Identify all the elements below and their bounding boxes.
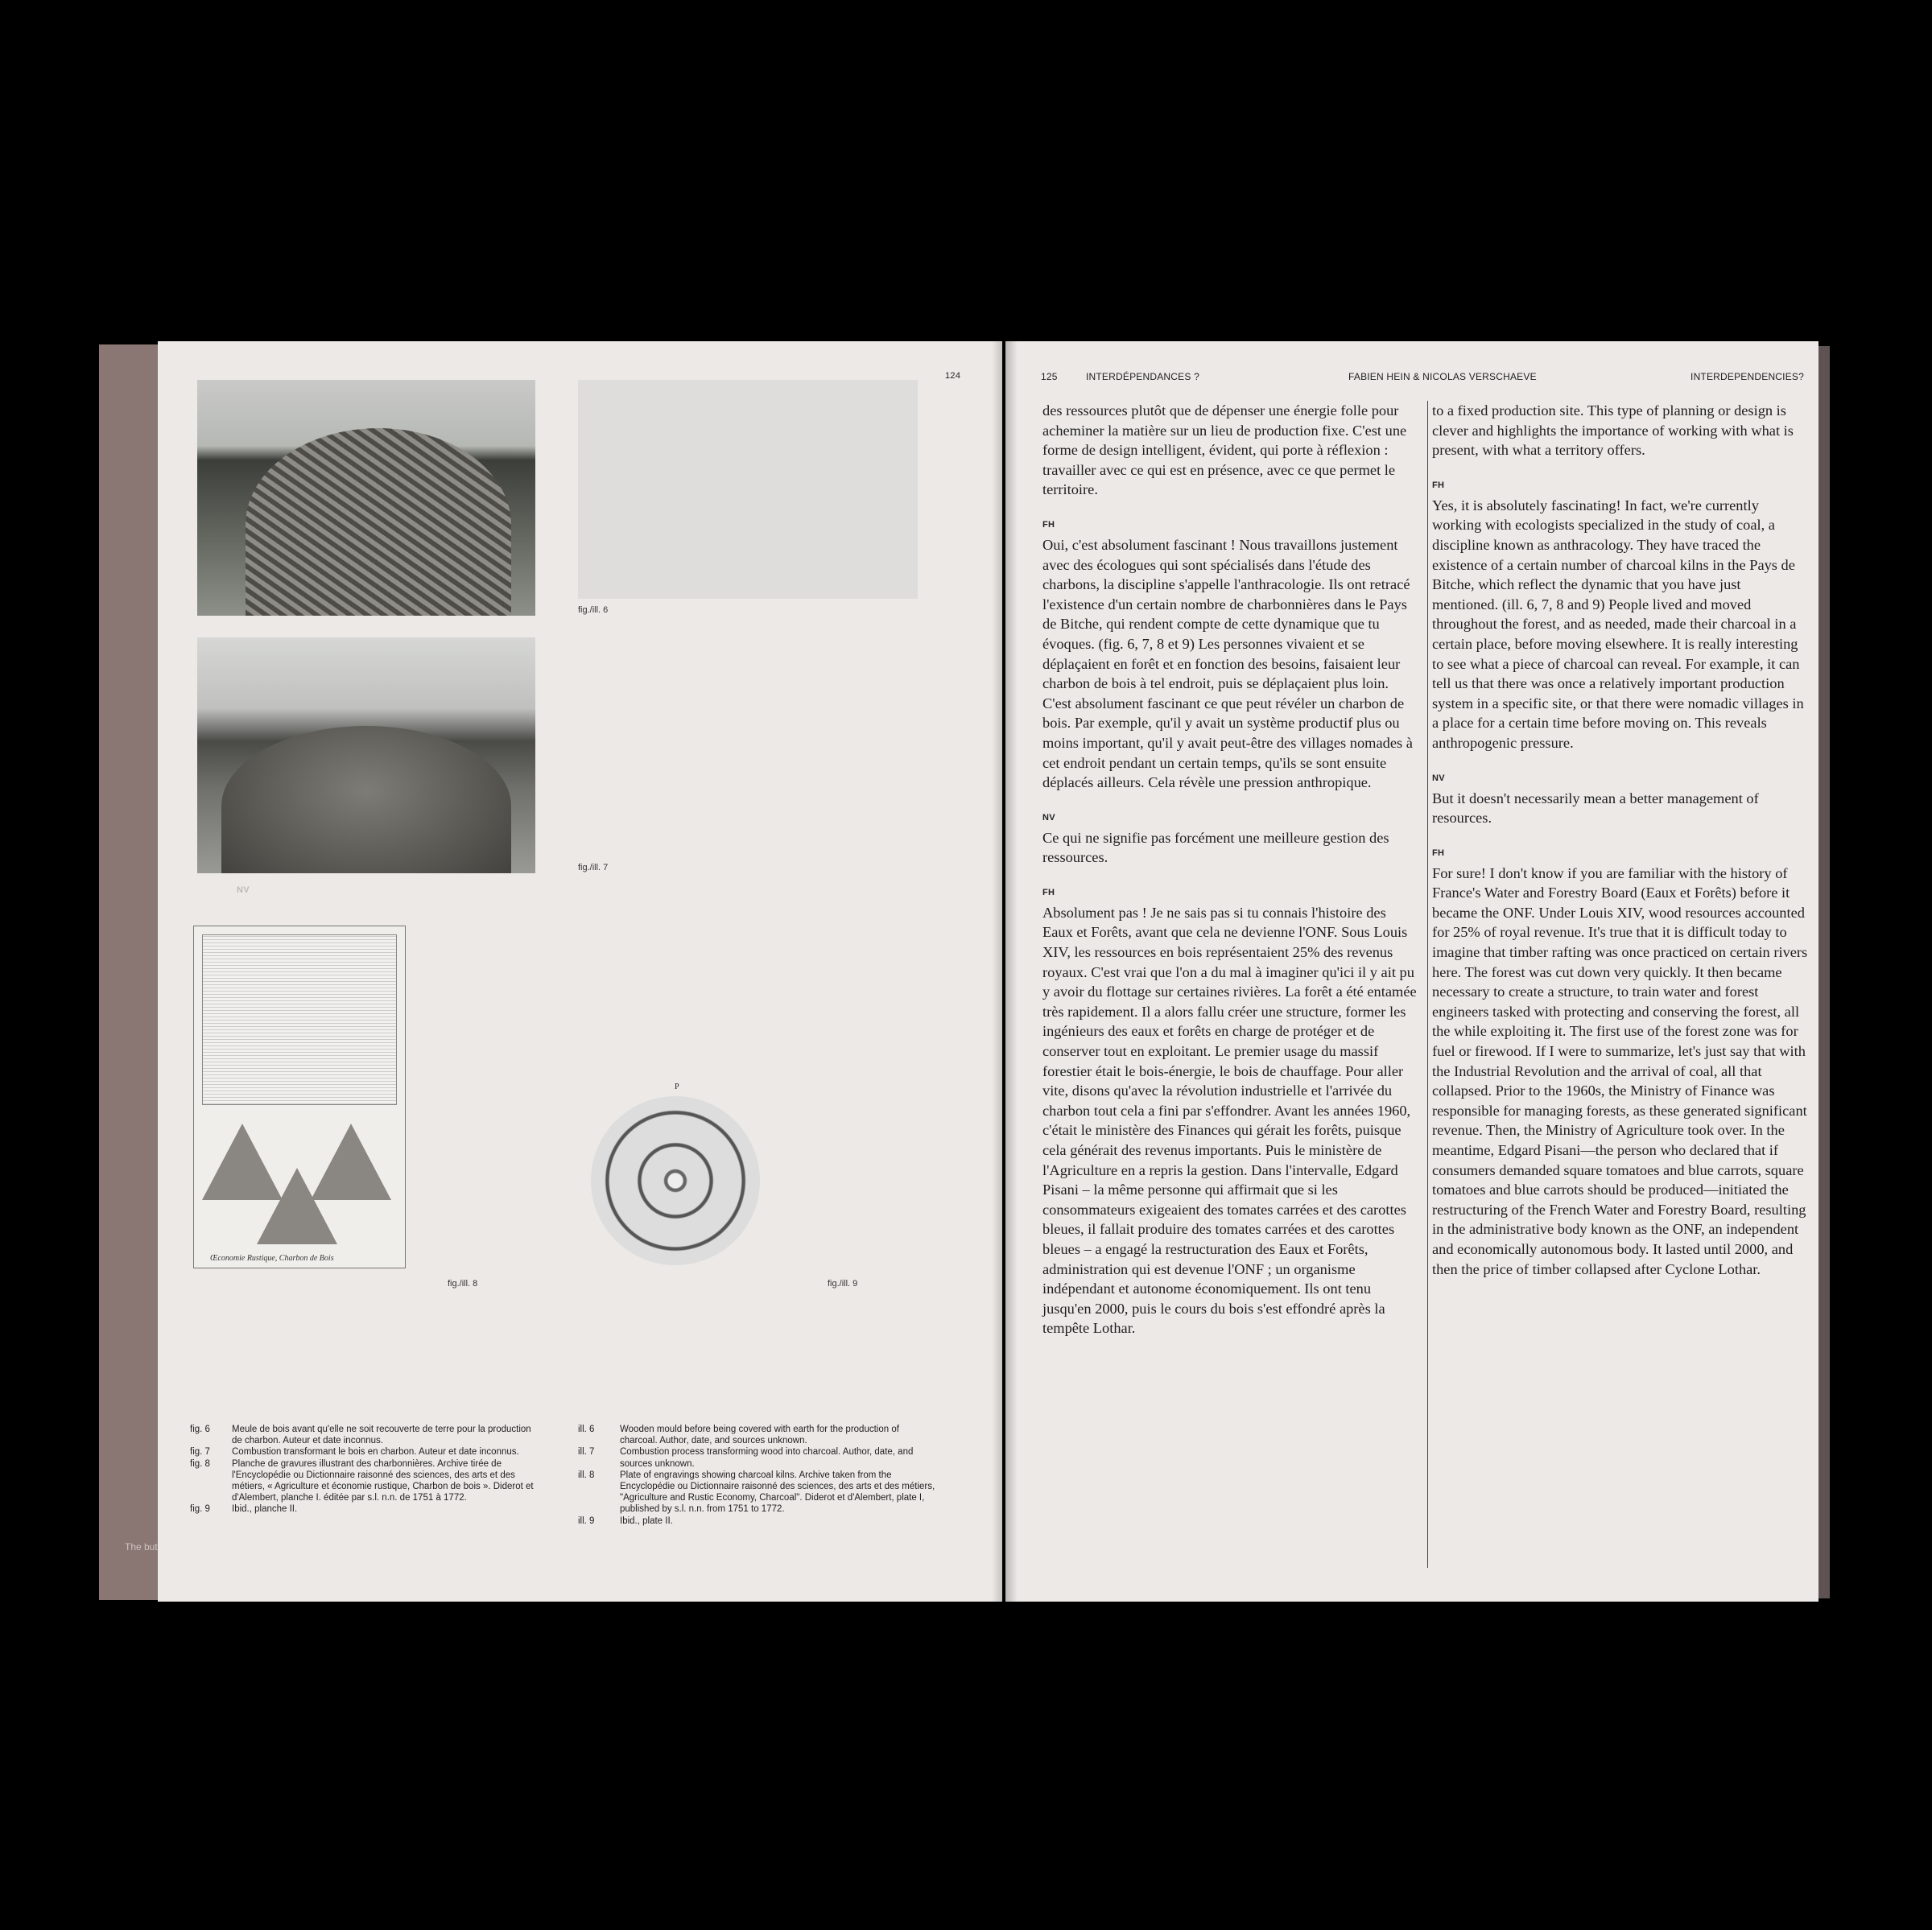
page-number-left: 124 [945, 371, 961, 381]
caption-text: Ibid., planche II. [232, 1504, 298, 1515]
caption-text: Combustion process transforming wood into charcoal. Author, date, and sources unknown. [620, 1447, 914, 1469]
engraving-plate-letter: P [675, 1083, 679, 1091]
caption-text: Meule de bois avant qu'elle ne soit recouverte de terre pour la production de charbon. Auteur et date inconnus. [232, 1425, 531, 1446]
speaker-label: FH [1432, 847, 1445, 858]
back-cover [99, 344, 163, 1600]
caption-row [578, 1470, 936, 1516]
caption-text: Plate of engravings showing charcoal kilns. Archive taken from the Encyclopédie ou Dictionnaire raisonné des sciences, des arts et des métiers, "Agriculture and Rustic Economy, Charcoal". Diderot et d'Alembert, plate I, published by s.l. n.n. from 1751 to 1772. [620, 1470, 935, 1515]
caption-row [578, 1446, 936, 1469]
column-french [1042, 401, 1419, 1338]
page-edge [1818, 346, 1830, 1598]
speaker-label: NV [1042, 812, 1055, 823]
paragraph: Ce qui ne signifie pas forcément une meilleure gestion des ressources. [1042, 829, 1389, 866]
paragraph: Yes, it is absolutely fascinating! In fact, we're currently working with ecologists specialized in the study of coal, a discipline known as anthracology. They have traced the existence of a certain number of charcoal kilns in the Pays de Bitche, which reflect the dynamic that you have just mentioned. (ill. 6, 7, 8 and 9) People lived and moved throughout the forest, and as needed, made their charcoal in a certain place, before moving elsewhere. It is really interesting to see what a piece of charcoal can reveal. For example, it can tell us that there was once a relatively important production system in a specific site, or that there were nomadic villages in a place for a certain time before moving on. This reveals anthropogenic pressure. [1432, 497, 1804, 751]
caption-row [190, 1458, 536, 1504]
photo-fig-6 [197, 380, 535, 616]
back-cover-text: The but [125, 1541, 158, 1553]
kiln-diagram-center [257, 1168, 337, 1244]
caption-text: Combustion transformant le bois en charbon. Auteur et date inconnus. [232, 1447, 519, 1458]
speaker-label: NV [1432, 773, 1445, 783]
caption-key: ill. 7 [578, 1447, 595, 1458]
paragraph: des ressources plutôt que de dépenser une énergie folle pour acheminer la matière sur un lieu de production fixe. C'est une forme de design intelligent, évident, qui porte à réflexion : travailler avec ce qui est en présence, avec ce que permet le territoire. [1042, 402, 1407, 498]
page-number-right: 125 [1041, 371, 1058, 382]
captions-french [190, 1424, 536, 1516]
caption-key: ill. 9 [578, 1516, 595, 1526]
paragraph: to a fixed production site. This type of planning or design is clever and highlights the importance of working with what is present, with what a territory offers. [1432, 402, 1794, 459]
running-header-english: INTERDEPENDENCIES? [1690, 371, 1804, 382]
fig-label-8: fig./ill. 8 [448, 1279, 478, 1289]
speaker-label: FH [1042, 887, 1055, 897]
caption-text: Planche de gravures illustrant des charbonnières. Archive tirée de l'Encyclopédie ou Dictionnaire raisonné des sciences, des arts et des métiers, « Agriculture et économie rustique, Charbon de bois ». Diderot et d'Alembert, planche I. éditée par s.l. n.n. de 1751 à 1772. [232, 1458, 534, 1503]
ghost-speaker-label: NV [237, 885, 250, 895]
fig-label-9: fig./ill. 9 [828, 1279, 858, 1289]
right-page [1005, 341, 1818, 1602]
left-page [158, 341, 1002, 1602]
column-english [1432, 401, 1810, 1279]
running-header-french: INTERDÉPENDANCES ? [1086, 371, 1199, 382]
burning-mound-shape [221, 726, 511, 873]
engraving-landscape [202, 934, 397, 1105]
paragraph: For sure! I don't know if you are familiar with the history of France's Water and Forestry Board (Eaux et Forêts) before it became the ONF. Under Louis XIV, wood resources accounted for 25% of royal revenue. It's true that it is difficult today to imagine that timber rafting was once practiced on certain rivers here. The forest was cut down very quickly. It then became necessary to create a structure, to train water and forest engineers tasked with protecting and conserving the forest, all the while exploiting it. The first use of the forest zone was for fuel or firewood. If I were to summarize, let's just say that with the Industrial Revolution and the arrival of coal, all that collapsed. Prior to the 1960s, the Ministry of Finance was responsible for managing forests, as these generated significant revenue. Then, the Ministry of Agriculture took over. In the meantime, Edgard Pisani—the person who declared that if consumers demanded square tomatoes and blue carrots, square tomatoes and blue carrots should be produced—initiated the restructuring of the French Water and Forestry Board, resulting in the administrative body known as the ONF, an independent and economically autonomous body. It lasted until 2000, and then the price of timber collapsed after Cyclone Lothar. [1432, 864, 1808, 1277]
caption-key: ill. 6 [578, 1425, 595, 1434]
paragraph: Absolument pas ! Je ne sais pas si tu connais l'histoire des Eaux et Forêts, avant que cela ne devienne l'ONF. Sous Louis XIV, les ressources en bois représentaient 25% des revenus royaux. C'est vrai que l'on a du mal à imaginer qu'ici il y ait pu y avoir du flottage sur certaines rivières. La forêt a été entamée très rapidement. Il a alors fallu créer une structure, former les ingénieurs des eaux et forêts en charge de protéger et de conserver tout en exploitant. Le premier usage du massif forestier était le bois-énergie, le bois de chauffage. Pour aller vite, disons qu'avec la révolution industrielle et l'arrivée du charbon tout cela a fini par s'effondrer. Avant les années 1960, c'était le ministère des Finances qui gérait les forêts, puisque cela générait des revenus importants. Puis le ministère de l'Agriculture en a repris la gestion. Dans l'intervalle, Edgard Pisani – la même personne qui affirmait que si les consommateurs exigeaient des tomates carrées et des carottes bleues, il fallait produire des tomates carrées et des carottes bleues – a engagé la restructuration des Eaux et Forêts, administration qui est devenue l'ONF ; un organisme indépendant et autonome économiquement. Ils ont tenu jusqu'en 2000, puis le cours du bois s'est effondré après la tempête Lothar. [1042, 904, 1417, 1337]
column-divider [1427, 401, 1428, 1568]
speaker-label: FH [1042, 519, 1055, 530]
caption-key: fig. 8 [190, 1458, 210, 1469]
caption-text: Ibid., plate II. [620, 1516, 673, 1526]
photo-fig-7 [197, 637, 535, 873]
running-header-authors: FABIEN HEIN & NICOLAS VERSCHAEVE [1348, 371, 1537, 382]
faded-image-area [578, 380, 918, 599]
speaker-label: FH [1432, 480, 1445, 490]
caption-key: fig. 9 [190, 1504, 210, 1515]
engraving-caption: Œconomie Rustique, Charbon de Bois [210, 1254, 334, 1263]
caption-row [190, 1424, 536, 1446]
caption-row [578, 1424, 936, 1446]
caption-row [578, 1516, 936, 1527]
caption-key: fig. 6 [190, 1425, 210, 1434]
fig-label-7: fig./ill. 7 [578, 863, 609, 872]
caption-row [190, 1503, 536, 1515]
caption-key: ill. 8 [578, 1470, 595, 1480]
spine-shadow [992, 341, 1018, 1602]
caption-text: Wooden mould before being covered with earth for the production of charcoal. Author, date, and sources unknown. [620, 1425, 899, 1446]
engraving-fig-8 [193, 926, 406, 1268]
paragraph: Oui, c'est absolument fascinant ! Nous travaillons justement avec des écologues qui sont spécialisés dans l'étude des charbons, la discipline s'appelle l'anthracologie. Ils ont retracé l'existence d'un certain nombre de charbonnières dans le Pays de Bitche, qui rendent compte de cette dynamique que tu évoques. (fig. 6, 7, 8 et 9) Les personnes vivaient et se déplaçaient en forêt et en fonction des besoins, faisaient leur charbon de bois à tel endroit, puis se déplaçaient plus loin. C'est absolument fascinant ce que peut révéler un charbon de bois. Par exemple, qu'il y avait un système productif plus ou moins important, qu'il y avait peut-être des villages nomades à cet endroit pendant un certain temps, qu'ils se sont ensuite déplacés ailleurs. Cela révèle une pression anthropique. [1042, 536, 1413, 791]
captions-english [578, 1424, 936, 1527]
wood-mound-shape [246, 428, 511, 616]
paragraph: But it doesn't necessarily mean a better management of resources. [1432, 790, 1759, 827]
engraving-fig-9-kiln-top [591, 1096, 760, 1265]
caption-key: fig. 7 [190, 1447, 210, 1458]
caption-row [190, 1446, 536, 1458]
fig-label-6: fig./ill. 6 [578, 605, 609, 615]
